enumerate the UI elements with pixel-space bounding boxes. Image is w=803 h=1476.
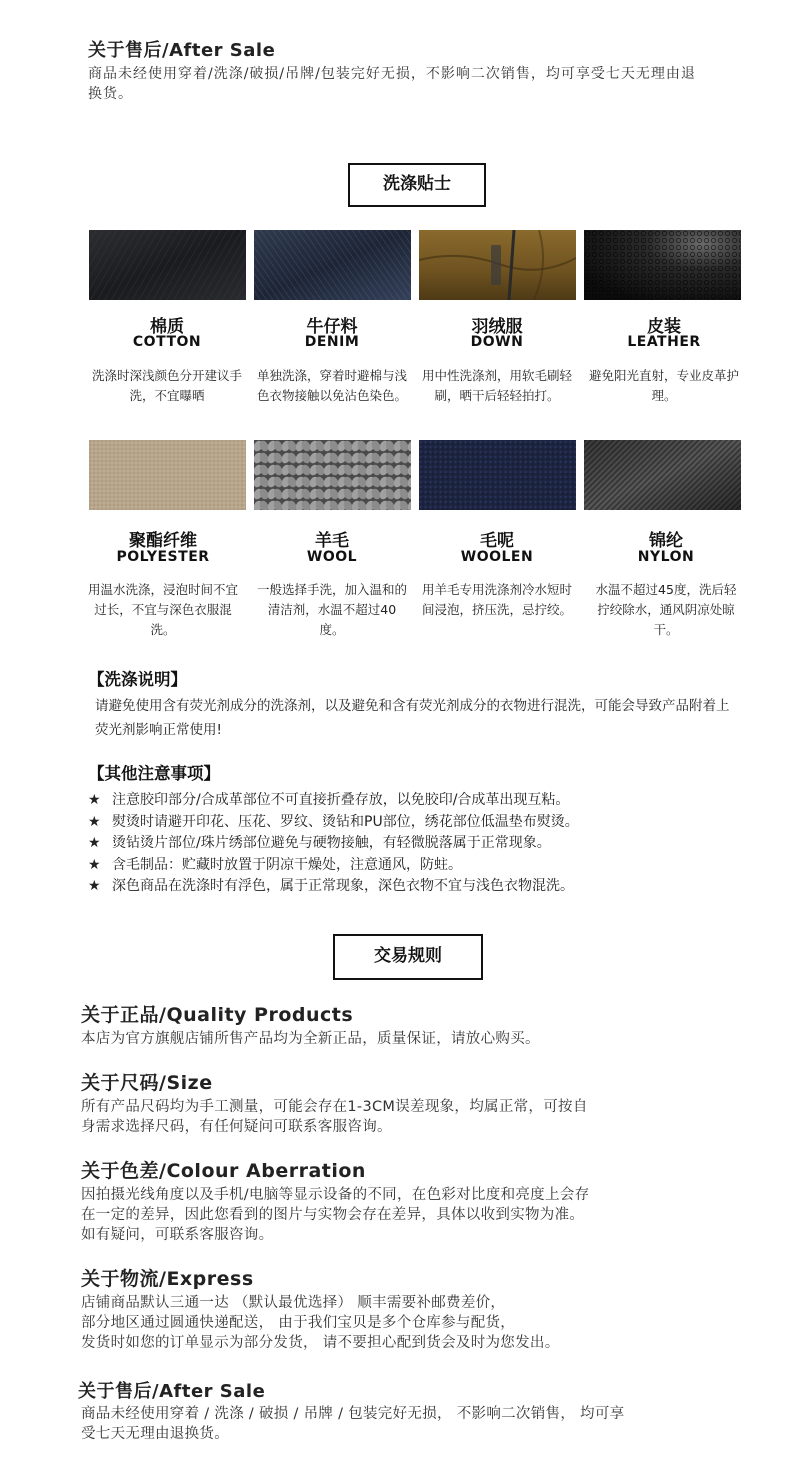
wash-tips-heading: 洗涤贴士 xyxy=(348,163,486,207)
star-icon: ★ xyxy=(88,792,101,808)
polyester-texture xyxy=(89,440,246,510)
down-name-en: DOWN xyxy=(470,334,524,350)
colour-text: 因拍摄光线角度以及手机/电脑等显示设备的不同，在色彩对比度和亮度上会存 在一定的差异，因此您看到的图片与实物会存在差异，具体以收到实物为准。 如有疑问，可联系客服咨询。 xyxy=(81,1187,590,1243)
wool-texture xyxy=(254,440,411,510)
cotton-name-en: COTTON xyxy=(132,334,202,350)
cotton-name-cn: 棉质 xyxy=(150,317,184,337)
cotton-texture xyxy=(89,230,246,300)
down-texture xyxy=(419,230,576,300)
wool-name-cn: 羊毛 xyxy=(315,531,349,551)
leather-desc: 避免阳光直射，专业皮革护理。 xyxy=(589,368,740,403)
colour-title: 关于色差/Colour Aberration xyxy=(81,1160,366,1182)
nylon-name-en: NYLON xyxy=(637,549,695,565)
quality-title: 关于正品/Quality Products xyxy=(81,1004,354,1026)
cotton-desc: 洗涤时深浅颜色分开建议手洗，不宜曝晒 xyxy=(92,368,243,403)
top-after-sale-title: 关于售后/After Sale xyxy=(88,40,276,61)
star-icon: ★ xyxy=(88,856,101,873)
nylon-desc: 水温不超过45度，洗后轻拧绞除水，通风阴凉处晾干。 xyxy=(595,582,737,637)
size-text: 所有产品尺码均为手工测量，可能会存在1-3CM误差现象，均属正常，可按自 身需求选择尺码，有任何疑问可联系客服咨询。 xyxy=(81,1099,588,1135)
other-notes-list xyxy=(88,790,579,898)
trade-rules-heading: 交易规则 xyxy=(333,934,483,980)
denim-texture xyxy=(254,230,411,300)
down-name-cn: 羽绒服 xyxy=(471,317,523,337)
after-sale-title: 关于售后/After Sale xyxy=(78,1381,266,1402)
star-icon: ★ xyxy=(88,835,101,851)
list-item: ★ 深色商品在洗涤时有浮色，属于正常现象，深色衣物不宜与浅色衣物混洗。 xyxy=(88,876,579,898)
express-text: 店铺商品默认三通一达 （默认最优选择） 顺丰需要补邮费差价， 部分地区通过圆通快递配送， 由于我们宝贝是多个仓库参与配货， 发货时如您的订单显示为部分发货， 请不要担心配到货会及时为您发出。 xyxy=(81,1295,560,1351)
leather-texture xyxy=(584,230,741,300)
nylon-name-cn: 锦纶 xyxy=(649,531,683,551)
express-title: 关于物流/Express xyxy=(81,1268,254,1290)
woolen-desc: 用羊毛专用洗涤剂冷水短时间浸泡，挤压洗，忌拧绞。 xyxy=(422,582,573,617)
wash-instructions-heading: 【洗涤说明】 xyxy=(88,670,187,689)
polyester-desc: 用温水洗涤，浸泡时间不宜过长，不宜与深色衣服混洗。 xyxy=(88,582,239,637)
woolen-name-en: WOOLEN xyxy=(460,549,534,565)
wool-desc: 一般选择手洗，加入温和的清洁剂，水温不超过40度。 xyxy=(257,582,408,637)
star-icon: ★ xyxy=(88,878,101,894)
other-notes-heading: 【其他注意事项】 xyxy=(88,764,220,783)
nylon-texture xyxy=(584,440,741,510)
quality-text: 本店为官方旗舰店铺所售产品均为全新正品，质量保证，请放心购买。 xyxy=(81,1031,540,1047)
polyester-name-en: POLYESTER xyxy=(116,549,210,565)
woolen-texture xyxy=(419,440,576,510)
size-title: 关于尺码/Size xyxy=(81,1072,213,1094)
wash-instructions-text: 请避免使用含有荧光剂成分的洗涤剂，以及避免和含有荧光剂成分的衣物进行混洗，可能会导致产品附着上荧光剂影响正常使用! xyxy=(95,698,730,738)
denim-desc: 单独洗涤，穿着时避棉与浅色衣物接触以免沾色染色。 xyxy=(257,368,408,403)
list-item: ★ 注意胶印部分/合成革部位不可直接折叠存放，以免胶印/合成革出现互粘。 xyxy=(88,790,579,812)
leather-name-cn: 皮装 xyxy=(647,317,681,337)
denim-name-en: DENIM xyxy=(304,334,360,350)
leather-name-en: LEATHER xyxy=(627,334,701,350)
after-sale-text: 商品未经使用穿着 / 洗涤 / 破损 / 吊牌 / 包装完好无损， 不影响二次销售， 均可享 受七天无理由退换货。 xyxy=(81,1406,625,1442)
down-desc: 用中性洗涤剂，用软毛刷轻刷，晒干后轻轻拍打。 xyxy=(422,368,573,403)
list-item: ★ 熨烫时请避开印花、压花、罗纹、烫钻和PU部位，绣花部位低温垫布熨烫。 xyxy=(88,812,579,834)
woolen-name-cn: 毛呢 xyxy=(480,531,514,551)
polyester-name-cn: 聚酯纤维 xyxy=(129,531,197,551)
wool-name-en: WOOL xyxy=(306,549,358,565)
list-item: ★ 含毛制品：贮藏时放置于阴凉干燥处，注意通风，防蛀。 xyxy=(88,855,579,877)
star-icon: ★ xyxy=(88,813,101,830)
list-item: ★ 烫钻烫片部位/珠片绣部位避免与硬物接触，有轻微脱落属于正常现象。 xyxy=(88,833,579,855)
denim-name-cn: 牛仔料 xyxy=(306,317,358,337)
top-after-sale-text: 商品未经使用穿着/洗涤/破损/吊牌/包装完好无损，不影响二次销售，均可享受七天无理由退换货。 xyxy=(88,66,696,102)
